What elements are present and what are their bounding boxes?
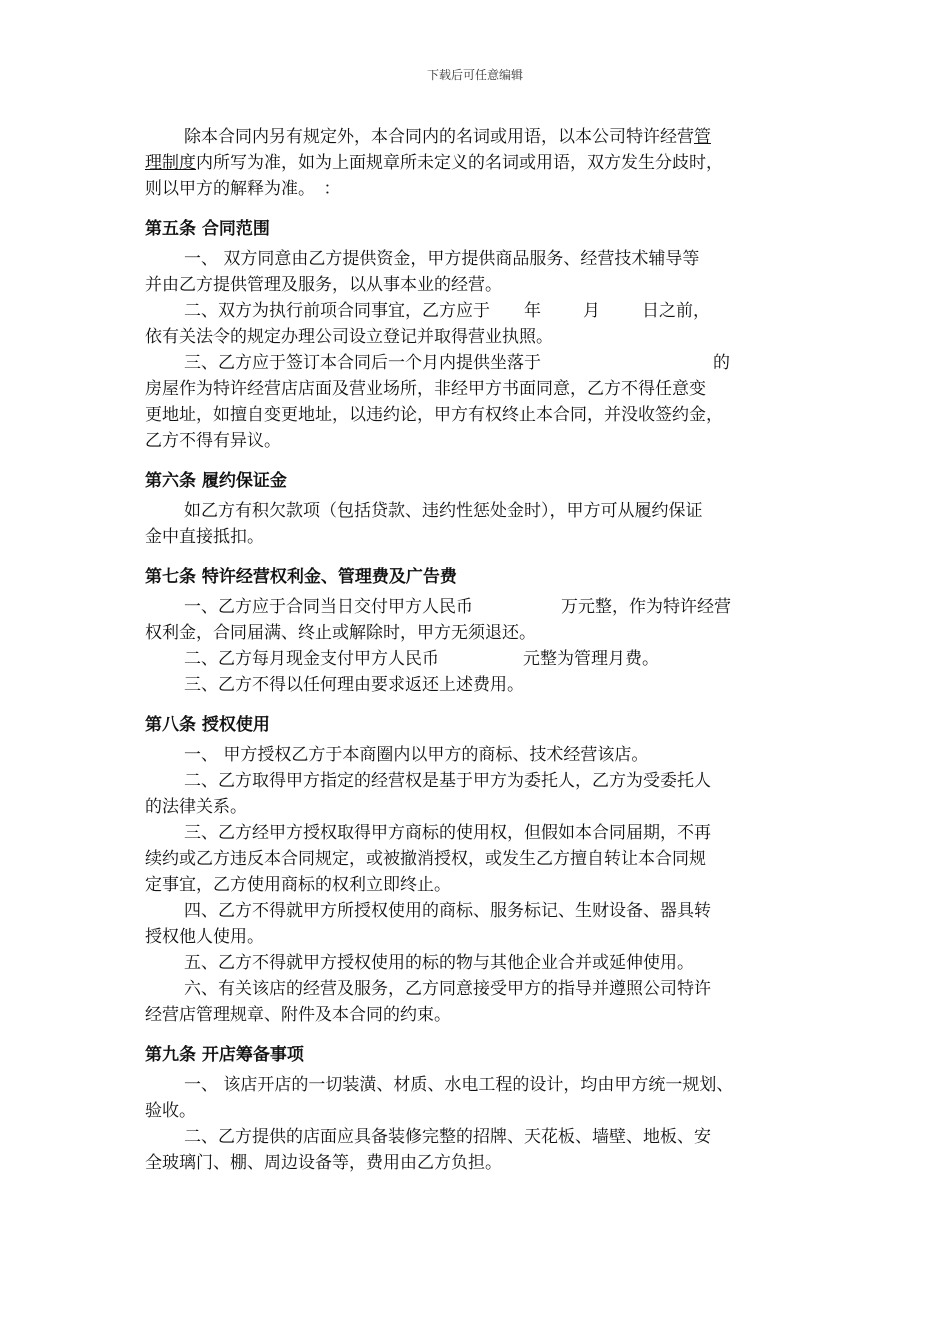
- year-label: 年: [524, 301, 541, 321]
- article-6: [145, 468, 820, 550]
- paragraph: 三、乙方不得以任何理由要求返还上述费用。: [184, 675, 524, 695]
- clause-text: 二、双方为执行前项合同事宜，乙方应于: [184, 301, 490, 321]
- paragraph: 并由乙方提供管理及服务，以从事本业的经营。: [145, 275, 502, 295]
- intro-text: 除本合同内另有规定外，本合同内的名词或用语，以本公司特许经营: [184, 127, 694, 147]
- paragraph: 二、乙方提供的店面应具备装修完整的招牌、天花板、墙壁、地板、安: [184, 1127, 711, 1147]
- paragraph: 四、乙方不得就甲方所授权使用的商标、服务标记、生财设备、器具转: [184, 901, 711, 921]
- article-6-title: 第六条 履约保证金: [145, 471, 287, 491]
- paragraph: 六、有关该店的经营及服务，乙方同意接受甲方的指导并遵照公司特许: [184, 979, 711, 999]
- clause-text: 一、乙方应于合同当日交付甲方人民币: [184, 597, 473, 617]
- article-5: [145, 216, 820, 454]
- article-9-title: 第九条 开店筹备事项: [145, 1045, 304, 1065]
- article-8: [145, 712, 820, 1028]
- paragraph: [145, 350, 820, 376]
- paragraph: 一、 甲方授权乙方于本商圈内以甲方的商标、技术经营该店。: [184, 745, 649, 765]
- clause-text: 二、乙方每月现金支付甲方人民币: [184, 649, 439, 669]
- paragraph: 金中直接抵扣。: [145, 527, 264, 547]
- article-5-title: 第五条 合同范围: [145, 219, 270, 239]
- paragraph: [145, 646, 820, 672]
- day-label: 日之前，: [642, 301, 710, 321]
- article-9: [145, 1042, 820, 1176]
- intro-line-2: [145, 150, 820, 176]
- paragraph: 如乙方有积欠款项（包括贷款、违约性惩处金时），甲方可从履约保证: [184, 501, 703, 521]
- month-label: 月: [583, 301, 600, 321]
- clause-text: 的: [713, 353, 730, 373]
- underlined-term: 理制度: [145, 153, 196, 173]
- paragraph: 定事宜，乙方使用商标的权利立即终止。: [145, 875, 451, 895]
- intro-line-3: 则以甲方的解释为准。 ：: [145, 179, 341, 199]
- paragraph: 房屋作为特许经营店店面及营业场所，非经甲方书面同意，乙方不得任意变: [145, 379, 706, 399]
- paragraph: 权利金，合同届满、终止或解除时，甲方无须退还。: [145, 623, 536, 643]
- intro-line-1: [145, 124, 820, 150]
- article-7: [145, 564, 820, 698]
- paragraph: 依有关法令的规定办理公司设立登记并取得营业执照。: [145, 327, 553, 347]
- paragraph: [145, 594, 820, 620]
- paragraph: 三、乙方经甲方授权取得甲方商标的使用权，但假如本合同届期，不再: [184, 823, 711, 843]
- paragraph: 的法律关系。: [145, 797, 247, 817]
- paragraph: 一、 该店开店的一切装潢、材质、水电工程的设计，均由甲方统一规划、: [184, 1075, 734, 1095]
- clause-text: 元整为管理月费。: [523, 649, 659, 669]
- underlined-term: 管: [694, 127, 711, 147]
- intro-text: 内所写为准，如为上面规章所未定义的名词或用语，双方发生分歧时，: [196, 153, 723, 173]
- paragraph: 乙方不得有异议。: [145, 431, 281, 451]
- paragraph: [145, 298, 820, 324]
- document-body: [145, 124, 820, 1176]
- intro-section: [145, 124, 820, 202]
- paragraph: 经营店管理规章、附件及本合同的约束。: [145, 1005, 451, 1025]
- paragraph: 续约或乙方违反本合同规定，或被撤消授权，或发生乙方擅自转让本合同规: [145, 849, 706, 869]
- paragraph: 验收。: [145, 1101, 196, 1121]
- clause-text: 万元整，作为特许经营: [561, 597, 731, 617]
- article-7-title: 第七条 特许经营权利金、管理费及广告费: [145, 567, 457, 587]
- paragraph: 全玻璃门、棚、周边设备等，费用由乙方负担。: [145, 1153, 502, 1173]
- paragraph: 二、乙方取得甲方指定的经营权是基于甲方为委托人，乙方为受委托人: [184, 771, 711, 791]
- clause-text: 三、乙方应于签订本合同后一个月内提供坐落于: [184, 353, 541, 373]
- paragraph: 授权他人使用。: [145, 927, 264, 947]
- paragraph: 一、 双方同意由乙方提供资金，甲方提供商品服务、经营技术辅导等: [184, 249, 700, 269]
- article-8-title: 第八条 授权使用: [145, 715, 270, 735]
- page-header: 下载后可任意编辑: [426, 68, 523, 82]
- paragraph: 五、乙方不得就甲方授权使用的标的物与其他企业合并或延伸使用。: [184, 953, 694, 973]
- paragraph: 更地址，如擅自变更地址，以违约论，甲方有权终止本合同，并没收签约金，: [145, 405, 723, 425]
